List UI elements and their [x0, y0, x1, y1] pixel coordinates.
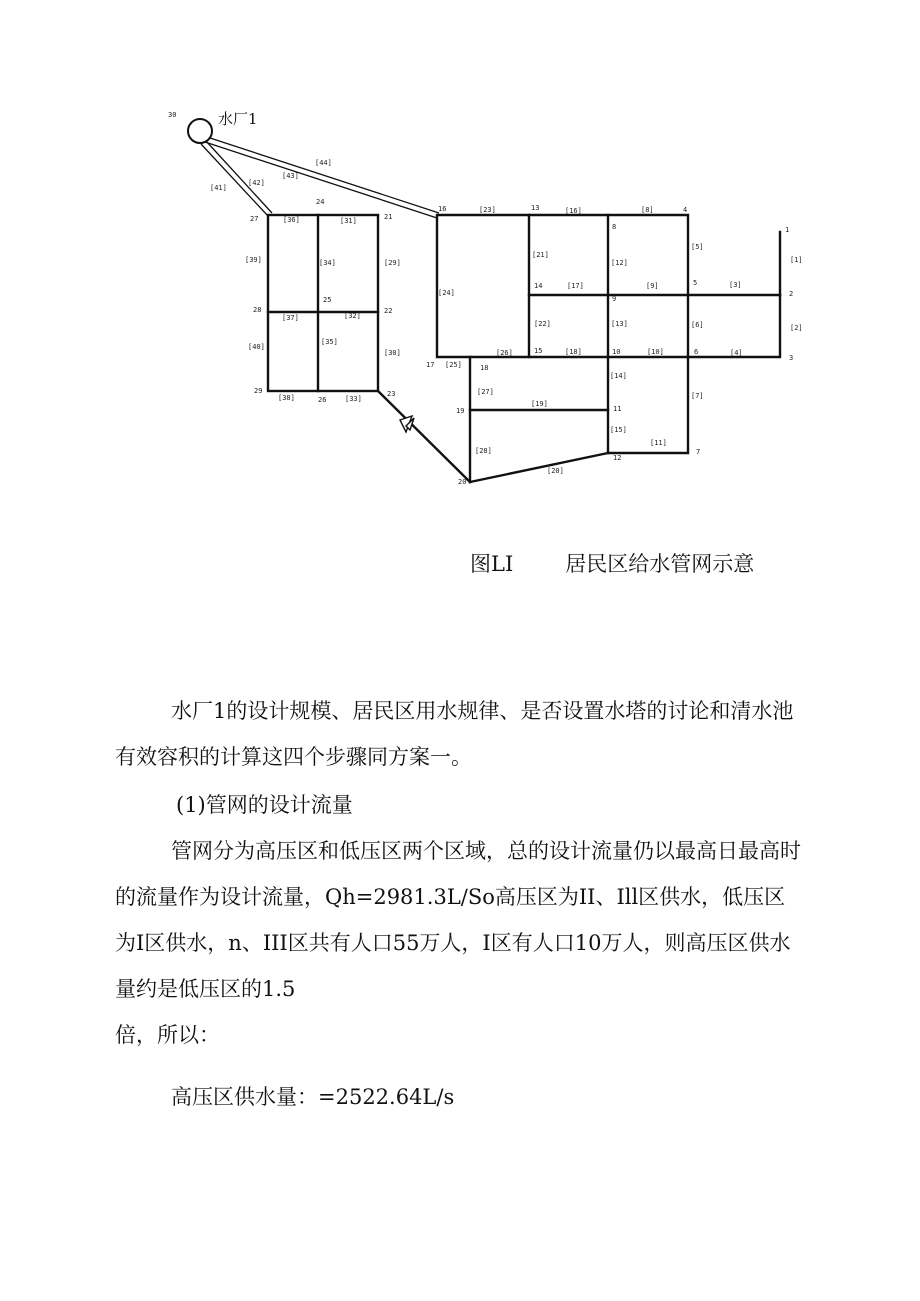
pipe-label-2: [2]: [790, 324, 803, 332]
pipe-label-27: [27]: [477, 388, 494, 396]
pipe-label-16: [16]: [565, 207, 582, 215]
pipe-label-43: [43]: [282, 172, 299, 180]
pipe-label-9: [9]: [646, 282, 659, 290]
water-plant-icon: [188, 119, 212, 143]
pipe-label-29: [29]: [384, 259, 401, 267]
pipe-label-17: [17]: [567, 282, 584, 290]
pipe-label-4: [4]: [730, 349, 743, 357]
paragraph-2: 管网分为高压区和低压区两个区域，总的设计流量仍以最高日最高时的流量作为设计流量，Qh=2981.3L∕So高压区为II、Ill区供水，低压区为I区供水，n、III区共有人口55万人，I区有人口10万人，则高压区供水量约是低压区的1.5: [115, 839, 801, 1001]
pipe-label-8: [8]: [641, 206, 654, 214]
pipe-label-42: [42]: [248, 179, 265, 187]
pipe-label-1: [1]: [790, 256, 803, 264]
pipe-label-31: [31]: [340, 217, 357, 225]
pipe-label-7: [7]: [691, 392, 704, 400]
node-label-28: 28: [253, 306, 262, 314]
node-label-23: 23: [387, 390, 396, 398]
pipe-label-22: [22]: [534, 320, 551, 328]
pipe-label-23: [23]: [479, 206, 496, 214]
node-label-16: 16: [438, 205, 447, 213]
pipe-label-44: [44]: [315, 159, 332, 167]
caption-number: 图LI: [470, 552, 514, 576]
pipe-label-40: [40]: [248, 343, 265, 351]
node-labels: [168, 111, 793, 486]
node-label-25: 25: [323, 296, 332, 304]
node-label-24: 24: [316, 198, 325, 206]
pipe-label-39: [39]: [245, 256, 262, 264]
pipe-label-37: [37]: [282, 314, 299, 322]
node-label-26: 26: [318, 396, 327, 404]
pipe-label-10: [10]: [647, 348, 664, 356]
paragraph-1: 水厂1的设计规模、居民区用水规律、是否设置水塔的讨论和清水池有效容积的计算这四个步骤同方案一。: [115, 699, 794, 769]
pipe-label-14: [14]: [610, 372, 627, 380]
node-label-8: 8: [612, 223, 617, 231]
node-label-14: 14: [534, 282, 543, 290]
pipe-label-21: [21]: [532, 251, 549, 259]
pipe-label-41: [41]: [210, 184, 227, 192]
figure-caption: [470, 548, 806, 578]
plant-label: 水厂1: [218, 110, 258, 128]
node-label-22: 22: [384, 307, 393, 315]
pipe-label-38: [38]: [278, 394, 295, 402]
pipe-label-28: [28]: [475, 447, 492, 455]
node-label-11: 11: [613, 405, 622, 413]
node-label-9: 9: [612, 295, 617, 303]
paragraph-3: 倍，所以：: [115, 1023, 220, 1047]
node-label-3: 3: [789, 354, 794, 362]
pipe-label-30: [30]: [384, 349, 401, 357]
pipe-label-34: [34]: [319, 259, 336, 267]
pipe-network: [268, 215, 780, 482]
node-label-5: 5: [693, 279, 698, 287]
node-label-19: 19: [456, 407, 465, 415]
node-label-29: 29: [254, 387, 263, 395]
node-label-17: 17: [426, 361, 435, 369]
pipe-label-35: [35]: [321, 338, 338, 346]
pipe-label-20: [20]: [547, 467, 564, 475]
node-label-7: 7: [696, 448, 701, 456]
pipe-label-24: [24]: [438, 289, 455, 297]
pipe-label-19: [19]: [531, 400, 548, 408]
node-label-30: 30: [168, 111, 177, 119]
pipe-labels: [210, 159, 803, 475]
pipe-label-12: [12]: [611, 259, 628, 267]
pipe-label-32: [32]: [344, 312, 361, 320]
pipe-label-6: [6]: [691, 321, 704, 329]
node-label-20: 20: [458, 478, 467, 486]
caption-text: 居民区给水管网示意: [565, 552, 755, 576]
node-label-4: 4: [683, 206, 688, 214]
node-label-1: 1: [785, 226, 790, 234]
pipe-label-18: [18]: [565, 348, 582, 356]
valve-icon: [400, 416, 414, 432]
node-label-6: 6: [694, 348, 699, 356]
node-label-12: 12: [613, 454, 622, 462]
pipe-label-33: [33]: [345, 395, 362, 403]
pipe-label-13: [13]: [611, 320, 628, 328]
water-network-diagram: [160, 105, 805, 490]
paragraph-4: 高压区供水量：=2522.64L/s: [171, 1085, 455, 1109]
node-label-2: 2: [789, 290, 794, 298]
pipe-label-36: [36]: [283, 216, 300, 224]
node-label-18: 18: [480, 364, 489, 372]
node-label-15: 15: [534, 347, 543, 355]
pipe-label-26: [26]: [496, 349, 513, 357]
node-label-13: 13: [531, 204, 540, 212]
pipe-label-3: [3]: [729, 281, 742, 289]
node-label-27: 27: [250, 215, 259, 223]
pipe-label-11: [11]: [650, 439, 667, 447]
pipe-label-5: [5]: [691, 243, 704, 251]
pipe-label-25: [25]: [445, 361, 462, 369]
node-label-10: 10: [612, 348, 621, 356]
section-heading: (1)管网的设计流量: [176, 793, 353, 817]
node-label-21: 21: [384, 213, 393, 221]
pipe-label-15: [15]: [610, 426, 627, 434]
